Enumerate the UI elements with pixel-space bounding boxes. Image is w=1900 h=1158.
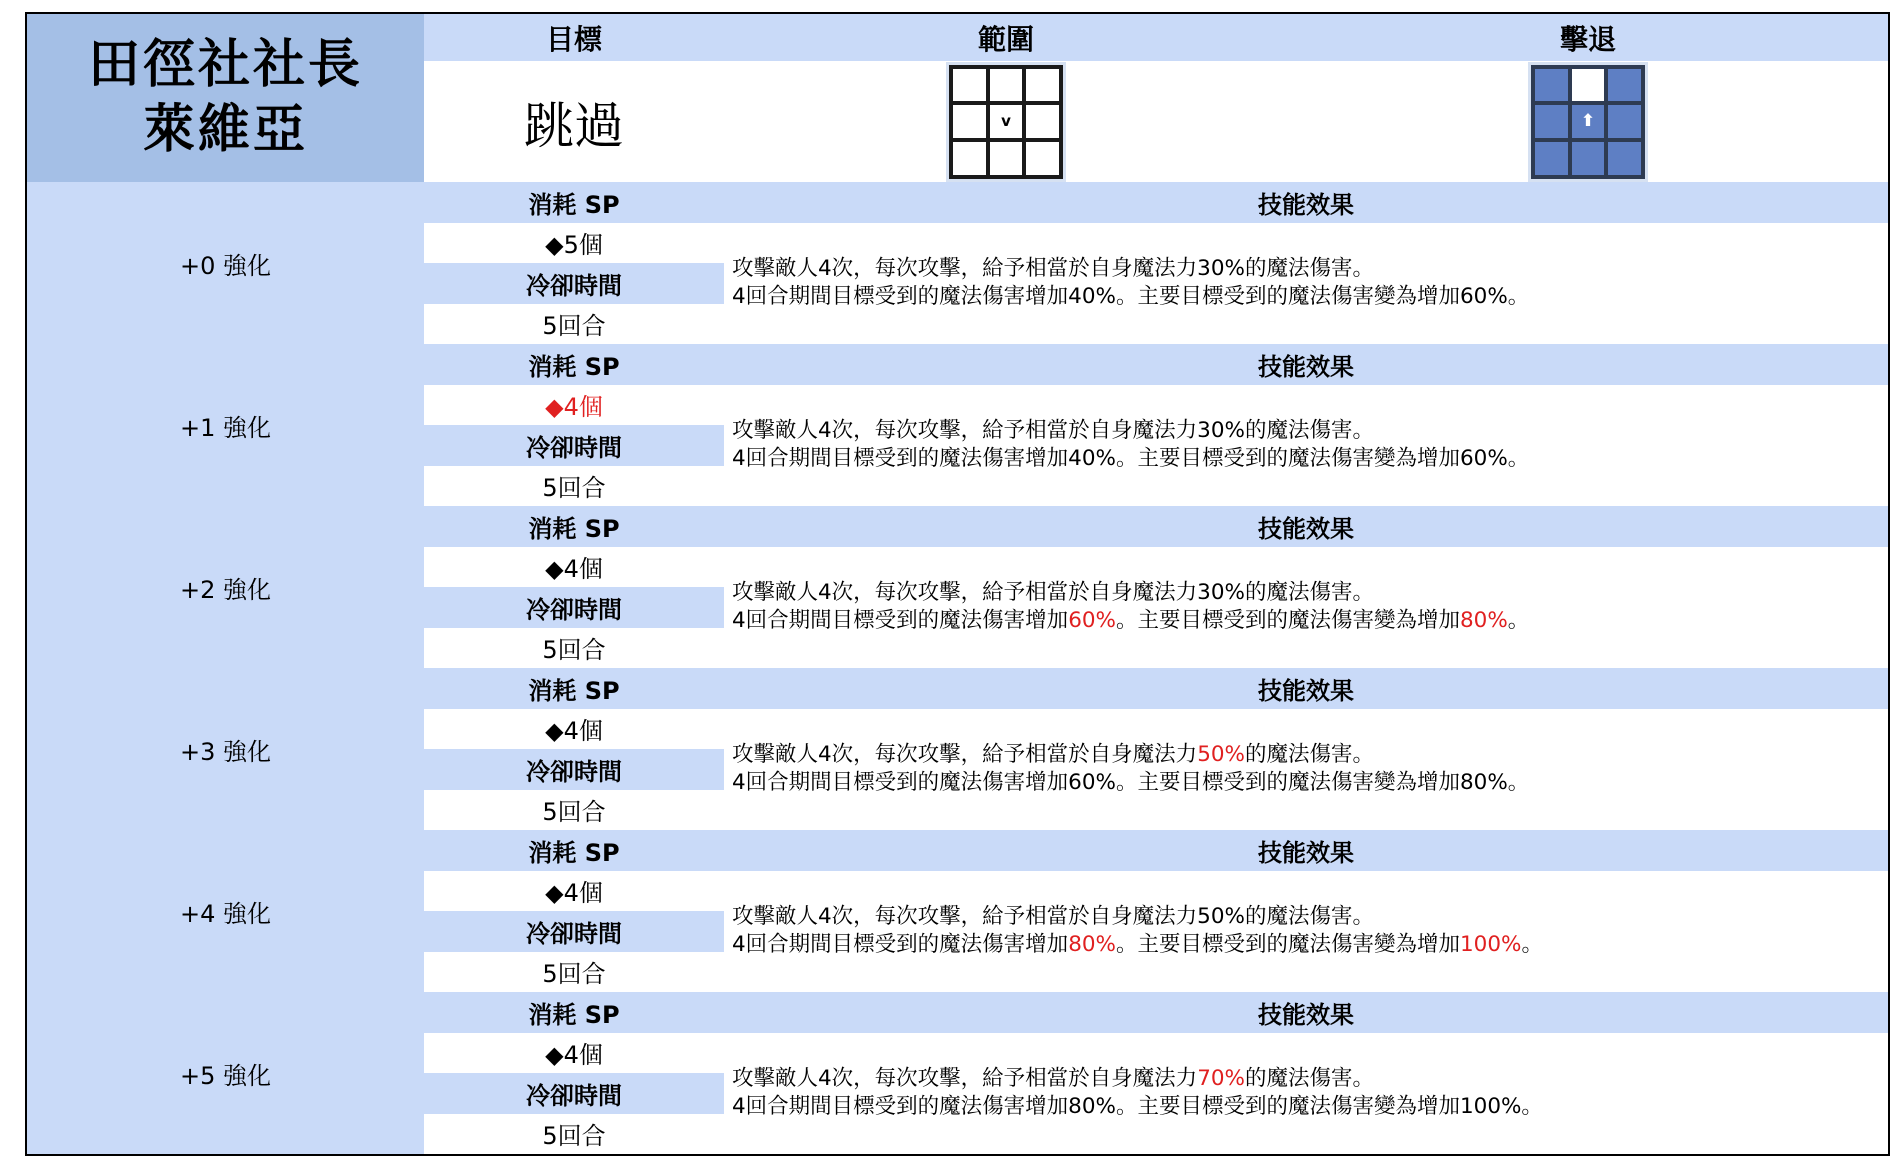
effect-highlight: 60% bbox=[1068, 608, 1116, 634]
sp-label-cell bbox=[424, 668, 726, 711]
effect-segment: 4回合期間目標受到的魔法傷害增加 bbox=[732, 932, 1069, 958]
sp-value-cell bbox=[424, 1033, 726, 1076]
sp-label-cell bbox=[424, 344, 726, 387]
character-name-cell bbox=[25, 12, 426, 184]
effect-highlight: 80% bbox=[1068, 932, 1116, 958]
sp-value: ◆4個 bbox=[545, 1041, 603, 1070]
range-center-mark: v bbox=[990, 105, 1023, 138]
effect-text-cell bbox=[724, 709, 1890, 833]
effect-segment: 攻擊敵人4次，每次攻擊，給予相當於自身魔法力30%的魔法傷害。 bbox=[732, 418, 1374, 444]
cooldown-label: 冷卻時間 bbox=[526, 595, 622, 624]
effect-line-2 bbox=[732, 931, 1543, 959]
sp-label: 消耗 SP bbox=[528, 676, 620, 705]
cooldown-label-cell bbox=[424, 425, 726, 468]
sp-value-cell bbox=[424, 385, 726, 428]
sp-label: 消耗 SP bbox=[528, 838, 620, 867]
sp-label: 消耗 SP bbox=[528, 190, 620, 219]
knockback-grid-icon bbox=[1528, 62, 1648, 182]
range-grid-icon bbox=[946, 62, 1066, 182]
effect-header-label: 技能效果 bbox=[1258, 190, 1354, 219]
sp-label: 消耗 SP bbox=[528, 352, 620, 381]
effect-segment: 攻擊敵人4次，每次攻擊，給予相當於自身魔法力50%的魔法傷害。 bbox=[732, 904, 1374, 930]
effect-text-cell bbox=[724, 385, 1890, 509]
effect-header-label: 技能效果 bbox=[1258, 514, 1354, 543]
effect-line-2 bbox=[732, 769, 1529, 797]
cooldown-label: 冷卻時間 bbox=[526, 757, 622, 786]
effect-text-cell bbox=[724, 223, 1890, 347]
sp-value-cell bbox=[424, 871, 726, 914]
effect-segment: 的魔法傷害。 bbox=[1244, 1066, 1374, 1092]
cooldown-label-cell bbox=[424, 1073, 726, 1116]
level-cell bbox=[25, 182, 426, 346]
cooldown-value: 5回合 bbox=[542, 798, 606, 827]
effect-line-2 bbox=[732, 283, 1529, 311]
effect-header-cell bbox=[724, 182, 1890, 225]
effect-text bbox=[732, 255, 1529, 311]
knockback-cell bbox=[1288, 61, 1890, 184]
effect-segment: 4回合期間目標受到的魔法傷害增加40%。主要目標受到的魔法傷害變為增加60%。 bbox=[732, 284, 1530, 310]
effect-text-cell bbox=[724, 871, 1890, 995]
effect-line-2 bbox=[732, 607, 1529, 635]
knockback-arrow-icon: ⬆ bbox=[1572, 105, 1605, 138]
cooldown-label-cell bbox=[424, 587, 726, 630]
effect-segment: 攻擊敵人4次，每次攻擊，給予相當於自身魔法力30%的魔法傷害。 bbox=[732, 580, 1374, 606]
sp-value-cell bbox=[424, 223, 726, 266]
effect-header-label: 技能效果 bbox=[1258, 676, 1354, 705]
header-range-label: 範圍 bbox=[977, 22, 1034, 56]
target-cell bbox=[424, 61, 726, 184]
level-label: +0 強化 bbox=[179, 251, 271, 280]
sp-label-cell bbox=[424, 992, 726, 1035]
cooldown-value: 5回合 bbox=[542, 474, 606, 503]
level-label: +1 強化 bbox=[179, 413, 271, 442]
cooldown-value-cell bbox=[424, 1114, 726, 1157]
sp-label: 消耗 SP bbox=[528, 514, 620, 543]
effect-text bbox=[732, 903, 1543, 959]
effect-text-cell bbox=[724, 547, 1890, 671]
cooldown-value: 5回合 bbox=[542, 960, 606, 989]
header-range bbox=[724, 12, 1290, 63]
effect-header-label: 技能效果 bbox=[1258, 352, 1354, 381]
level-label: +4 強化 bbox=[179, 899, 271, 928]
sp-value-cell bbox=[424, 547, 726, 590]
effect-header-label: 技能效果 bbox=[1258, 1000, 1354, 1029]
cooldown-value-cell bbox=[424, 790, 726, 833]
cooldown-label-cell bbox=[424, 263, 726, 306]
effect-text bbox=[732, 417, 1529, 473]
sp-value: ◆4個 bbox=[545, 717, 603, 746]
effect-segment: 的魔法傷害。 bbox=[1244, 742, 1374, 768]
cooldown-label: 冷卻時間 bbox=[526, 1081, 622, 1110]
header-target bbox=[424, 12, 726, 63]
cooldown-label: 冷卻時間 bbox=[526, 919, 622, 948]
level-cell bbox=[25, 344, 426, 508]
character-name: 萊維亞 bbox=[142, 100, 308, 160]
level-label: +3 強化 bbox=[179, 737, 271, 766]
cooldown-value-cell bbox=[424, 304, 726, 347]
effect-line-2 bbox=[732, 1093, 1543, 1121]
effect-header-cell bbox=[724, 830, 1890, 873]
cooldown-label: 冷卻時間 bbox=[526, 433, 622, 462]
effect-header-cell bbox=[724, 992, 1890, 1035]
effect-segment: 。主要目標受到的魔法傷害變為增加 bbox=[1115, 608, 1460, 634]
effect-text bbox=[732, 741, 1529, 797]
header-knockback-label: 擊退 bbox=[1559, 22, 1616, 56]
effect-header-label: 技能效果 bbox=[1258, 838, 1354, 867]
target-value: 跳過 bbox=[524, 96, 624, 155]
effect-segment: 攻擊敵人4次，每次攻擊，給予相當於自身魔法力 bbox=[732, 1066, 1198, 1092]
level-cell bbox=[25, 668, 426, 832]
cooldown-value-cell bbox=[424, 466, 726, 509]
cooldown-value-cell bbox=[424, 628, 726, 671]
effect-highlight: 80% bbox=[1460, 608, 1508, 634]
effect-segment: 4回合期間目標受到的魔法傷害增加 bbox=[732, 608, 1069, 634]
effect-segment: 。 bbox=[1521, 932, 1543, 958]
header-target-label: 目標 bbox=[545, 22, 602, 56]
sp-label: 消耗 SP bbox=[528, 1000, 620, 1029]
effect-header-cell bbox=[724, 668, 1890, 711]
sp-value: ◆4個 bbox=[545, 879, 603, 908]
sp-value-cell bbox=[424, 709, 726, 752]
effect-segment: 4回合期間目標受到的魔法傷害增加40%。主要目標受到的魔法傷害變為增加60%。 bbox=[732, 446, 1530, 472]
effect-header-cell bbox=[724, 506, 1890, 549]
effect-line-2 bbox=[732, 445, 1529, 473]
effect-segment: 。主要目標受到的魔法傷害變為增加 bbox=[1115, 932, 1460, 958]
effect-line-1 bbox=[732, 255, 1529, 283]
sp-label-cell bbox=[424, 506, 726, 549]
effect-segment: 4回合期間目標受到的魔法傷害增加60%。主要目標受到的魔法傷害變為增加80%。 bbox=[732, 770, 1530, 796]
effect-segment: 。 bbox=[1507, 608, 1530, 634]
character-title: 田徑社社長 bbox=[87, 35, 363, 95]
sp-value: ◆4個 bbox=[545, 393, 603, 422]
level-label: +2 強化 bbox=[179, 575, 271, 604]
cooldown-value: 5回合 bbox=[542, 1122, 606, 1151]
header-knockback bbox=[1288, 12, 1890, 63]
skill-table bbox=[25, 12, 1890, 1151]
effect-line-1 bbox=[732, 1065, 1543, 1093]
sp-label-cell bbox=[424, 182, 726, 225]
cooldown-value-cell bbox=[424, 952, 726, 995]
level-cell bbox=[25, 830, 426, 994]
effect-text-cell bbox=[724, 1033, 1890, 1157]
effect-highlight: 50% bbox=[1197, 742, 1245, 768]
effect-line-1 bbox=[732, 741, 1529, 769]
effect-text bbox=[732, 1065, 1543, 1121]
effect-line-1 bbox=[732, 417, 1529, 445]
effect-highlight: 100% bbox=[1460, 932, 1522, 958]
cooldown-value: 5回合 bbox=[542, 312, 606, 341]
effect-segment: 攻擊敵人4次，每次攻擊，給予相當於自身魔法力 bbox=[732, 742, 1198, 768]
cooldown-value: 5回合 bbox=[542, 636, 606, 665]
effect-line-1 bbox=[732, 579, 1529, 607]
effect-segment: 攻擊敵人4次，每次攻擊，給予相當於自身魔法力30%的魔法傷害。 bbox=[732, 256, 1374, 282]
cooldown-label-cell bbox=[424, 749, 726, 792]
level-cell bbox=[25, 992, 426, 1156]
effect-header-cell bbox=[724, 344, 1890, 387]
sp-label-cell bbox=[424, 830, 726, 873]
sp-value: ◆5個 bbox=[545, 231, 603, 260]
level-cell bbox=[25, 506, 426, 670]
effect-highlight: 70% bbox=[1197, 1066, 1245, 1092]
effect-line-1 bbox=[732, 903, 1543, 931]
cooldown-label-cell bbox=[424, 911, 726, 954]
range-cell bbox=[724, 61, 1290, 184]
sp-value: ◆4個 bbox=[545, 555, 603, 584]
effect-text bbox=[732, 579, 1529, 635]
level-label: +5 強化 bbox=[179, 1061, 271, 1090]
cooldown-label: 冷卻時間 bbox=[526, 271, 622, 300]
effect-segment: 4回合期間目標受到的魔法傷害增加80%。主要目標受到的魔法傷害變為增加100%。 bbox=[732, 1094, 1543, 1120]
